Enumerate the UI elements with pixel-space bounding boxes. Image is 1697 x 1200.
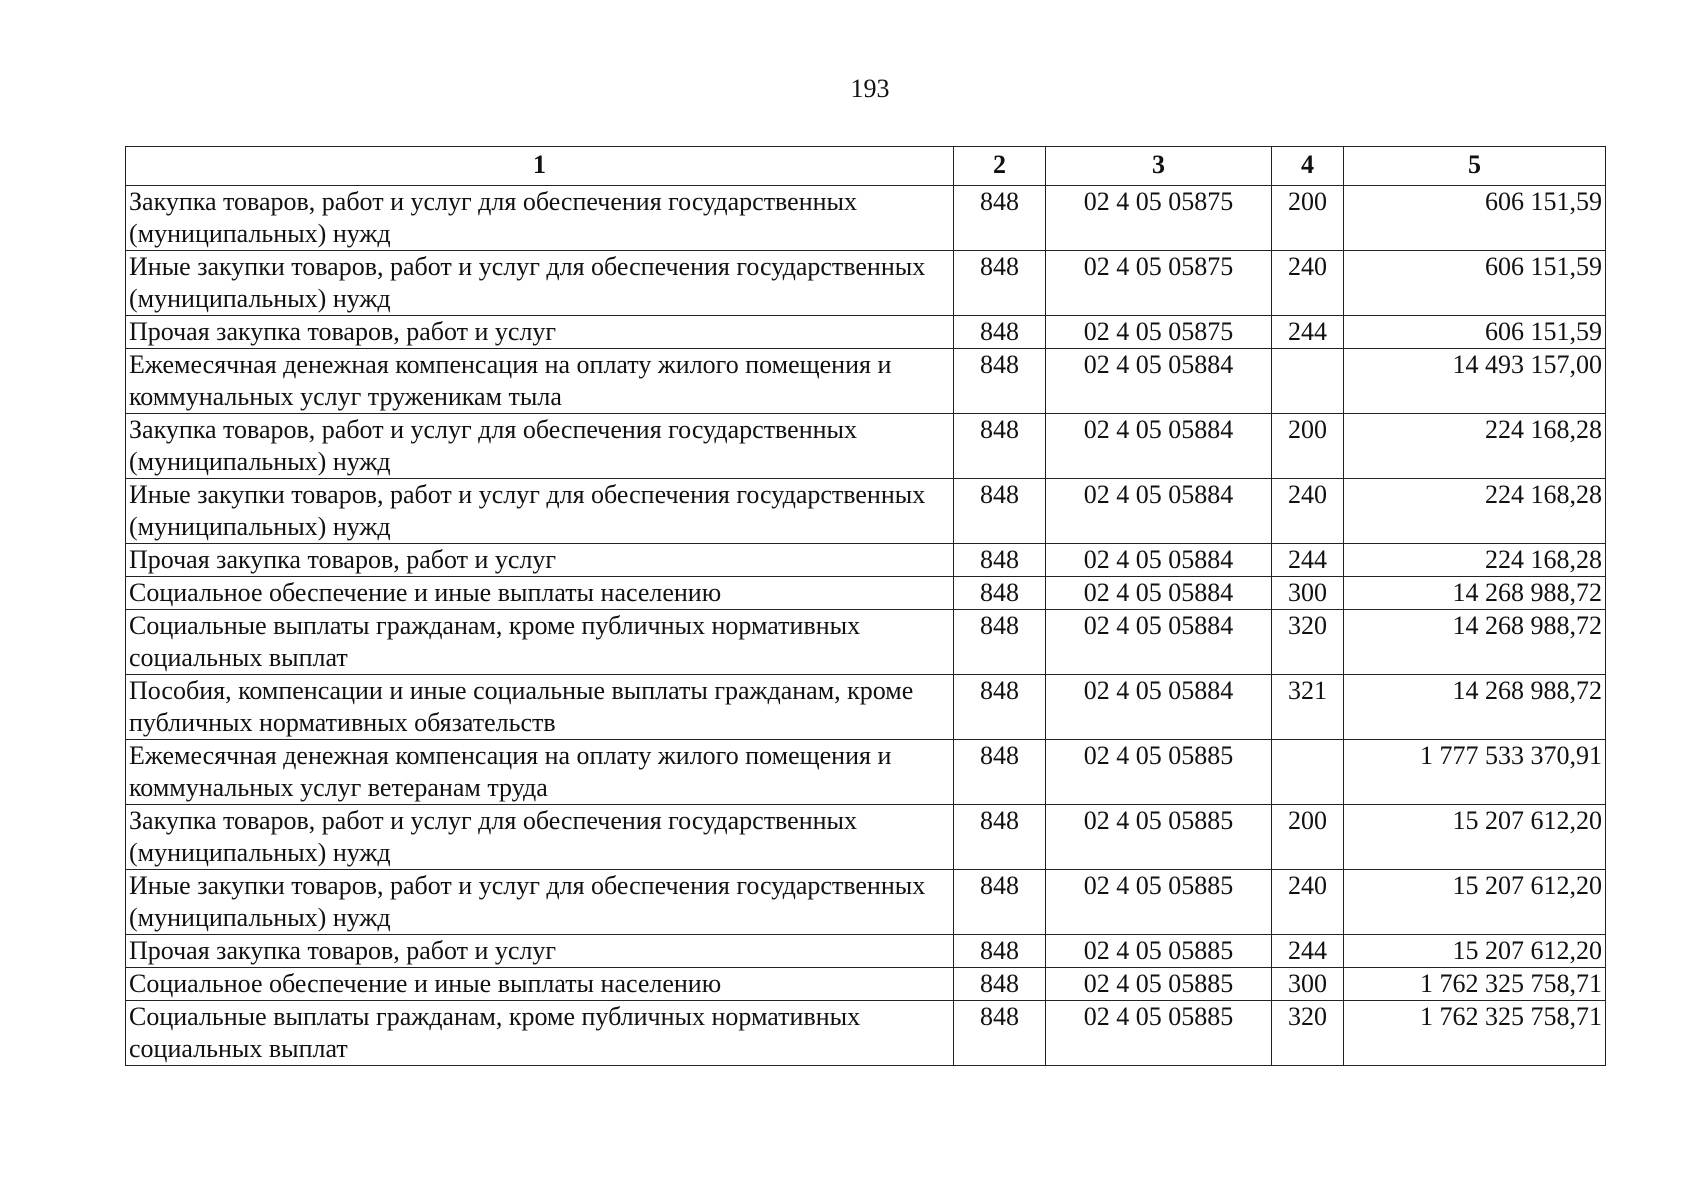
header-col-5: 5: [1344, 147, 1606, 186]
cell-sum: 224 168,28: [1344, 544, 1606, 577]
table-row: [126, 544, 1606, 577]
cell-expense-type: 240: [1272, 479, 1344, 544]
header-row: [126, 147, 1606, 186]
cell-sum: 606 151,59: [1344, 316, 1606, 349]
cell-ved: 848: [954, 479, 1046, 544]
table-row: [126, 935, 1606, 968]
cell-sum: 14 268 988,72: [1344, 610, 1606, 675]
cell-name: Закупка товаров, работ и услуг для обеспечения государственных (муниципальных) нужд: [126, 414, 954, 479]
cell-expense-type: 321: [1272, 675, 1344, 740]
cell-code: 02 4 05 05884: [1046, 610, 1272, 675]
cell-name: Пособия, компенсации и иные социальные выплаты гражданам, кроме публичных нормативных обязательств: [126, 675, 954, 740]
cell-ved: 848: [954, 740, 1046, 805]
cell-ved: 848: [954, 805, 1046, 870]
cell-name: Прочая закупка товаров, работ и услуг: [126, 544, 954, 577]
header-col-3: 3: [1046, 147, 1272, 186]
cell-name: Социальное обеспечение и иные выплаты населению: [126, 968, 954, 1001]
cell-ved: 848: [954, 675, 1046, 740]
cell-sum: 1 762 325 758,71: [1344, 1001, 1606, 1066]
table-row: [126, 870, 1606, 935]
cell-sum: 15 207 612,20: [1344, 870, 1606, 935]
cell-ved: 848: [954, 349, 1046, 414]
cell-name: Социальные выплаты гражданам, кроме публичных нормативных социальных выплат: [126, 610, 954, 675]
cell-name: Ежемесячная денежная компенсация на оплату жилого помещения и коммунальных услуг труженикам тыла: [126, 349, 954, 414]
cell-sum: 606 151,59: [1344, 186, 1606, 251]
table-row: [126, 675, 1606, 740]
cell-code: 02 4 05 05884: [1046, 479, 1272, 544]
cell-sum: 14 268 988,72: [1344, 577, 1606, 610]
cell-expense-type: [1272, 740, 1344, 805]
cell-ved: 848: [954, 610, 1046, 675]
table-row: [126, 186, 1606, 251]
cell-code: 02 4 05 05885: [1046, 870, 1272, 935]
header-col-1: 1: [126, 147, 954, 186]
cell-ved: 848: [954, 968, 1046, 1001]
cell-sum: 15 207 612,20: [1344, 805, 1606, 870]
cell-code: 02 4 05 05875: [1046, 316, 1272, 349]
table-row: [126, 610, 1606, 675]
cell-expense-type: [1272, 349, 1344, 414]
cell-code: 02 4 05 05885: [1046, 968, 1272, 1001]
cell-name: Социальные выплаты гражданам, кроме публичных нормативных социальных выплат: [126, 1001, 954, 1066]
cell-sum: 15 207 612,20: [1344, 935, 1606, 968]
cell-code: 02 4 05 05884: [1046, 675, 1272, 740]
cell-code: 02 4 05 05885: [1046, 935, 1272, 968]
cell-sum: 1 762 325 758,71: [1344, 968, 1606, 1001]
cell-expense-type: 244: [1272, 316, 1344, 349]
cell-name: Прочая закупка товаров, работ и услуг: [126, 316, 954, 349]
cell-name: Иные закупки товаров, работ и услуг для обеспечения государственных (муниципальных) нужд: [126, 251, 954, 316]
table-body: [126, 186, 1606, 1066]
cell-code: 02 4 05 05884: [1046, 414, 1272, 479]
cell-expense-type: 244: [1272, 935, 1344, 968]
table-row: [126, 740, 1606, 805]
cell-name: Социальное обеспечение и иные выплаты населению: [126, 577, 954, 610]
table-row: [126, 479, 1606, 544]
cell-code: 02 4 05 05884: [1046, 544, 1272, 577]
cell-expense-type: 300: [1272, 968, 1344, 1001]
cell-sum: 14 493 157,00: [1344, 349, 1606, 414]
cell-name: Ежемесячная денежная компенсация на оплату жилого помещения и коммунальных услуг ветеранам труда: [126, 740, 954, 805]
cell-sum: 1 777 533 370,91: [1344, 740, 1606, 805]
cell-code: 02 4 05 05885: [1046, 740, 1272, 805]
cell-ved: 848: [954, 577, 1046, 610]
cell-code: 02 4 05 05885: [1046, 1001, 1272, 1066]
cell-code: 02 4 05 05885: [1046, 805, 1272, 870]
cell-sum: 14 268 988,72: [1344, 675, 1606, 740]
cell-expense-type: 240: [1272, 251, 1344, 316]
table-row: [126, 968, 1606, 1001]
cell-ved: 848: [954, 414, 1046, 479]
header-col-4: 4: [1272, 147, 1344, 186]
table-row: [126, 349, 1606, 414]
cell-code: 02 4 05 05884: [1046, 349, 1272, 414]
cell-sum: 224 168,28: [1344, 414, 1606, 479]
cell-expense-type: 300: [1272, 577, 1344, 610]
cell-name: Закупка товаров, работ и услуг для обеспечения государственных (муниципальных) нужд: [126, 805, 954, 870]
cell-name: Иные закупки товаров, работ и услуг для обеспечения государственных (муниципальных) нужд: [126, 870, 954, 935]
cell-ved: 848: [954, 1001, 1046, 1066]
cell-expense-type: 200: [1272, 414, 1344, 479]
cell-ved: 848: [954, 544, 1046, 577]
table-row: [126, 577, 1606, 610]
cell-ved: 848: [954, 870, 1046, 935]
cell-ved: 848: [954, 186, 1046, 251]
cell-expense-type: 244: [1272, 544, 1344, 577]
table-row: [126, 316, 1606, 349]
cell-code: 02 4 05 05884: [1046, 577, 1272, 610]
cell-code: 02 4 05 05875: [1046, 251, 1272, 316]
table-row: [126, 805, 1606, 870]
cell-name: Иные закупки товаров, работ и услуг для обеспечения государственных (муниципальных) нужд: [126, 479, 954, 544]
table-row: [126, 251, 1606, 316]
cell-name: Закупка товаров, работ и услуг для обеспечения государственных (муниципальных) нужд: [126, 186, 954, 251]
cell-expense-type: 200: [1272, 805, 1344, 870]
table-row: [126, 1001, 1606, 1066]
cell-expense-type: 320: [1272, 1001, 1344, 1066]
cell-ved: 848: [954, 935, 1046, 968]
cell-ved: 848: [954, 316, 1046, 349]
cell-expense-type: 320: [1272, 610, 1344, 675]
cell-sum: 606 151,59: [1344, 251, 1606, 316]
table-row: [126, 414, 1606, 479]
cell-expense-type: 200: [1272, 186, 1344, 251]
cell-expense-type: 240: [1272, 870, 1344, 935]
budget-table: [125, 146, 1606, 1066]
table-header: [126, 147, 1606, 186]
cell-ved: 848: [954, 251, 1046, 316]
header-col-2: 2: [954, 147, 1046, 186]
cell-code: 02 4 05 05875: [1046, 186, 1272, 251]
cell-name: Прочая закупка товаров, работ и услуг: [126, 935, 954, 968]
cell-sum: 224 168,28: [1344, 479, 1606, 544]
page-number: 193: [850, 74, 890, 103]
